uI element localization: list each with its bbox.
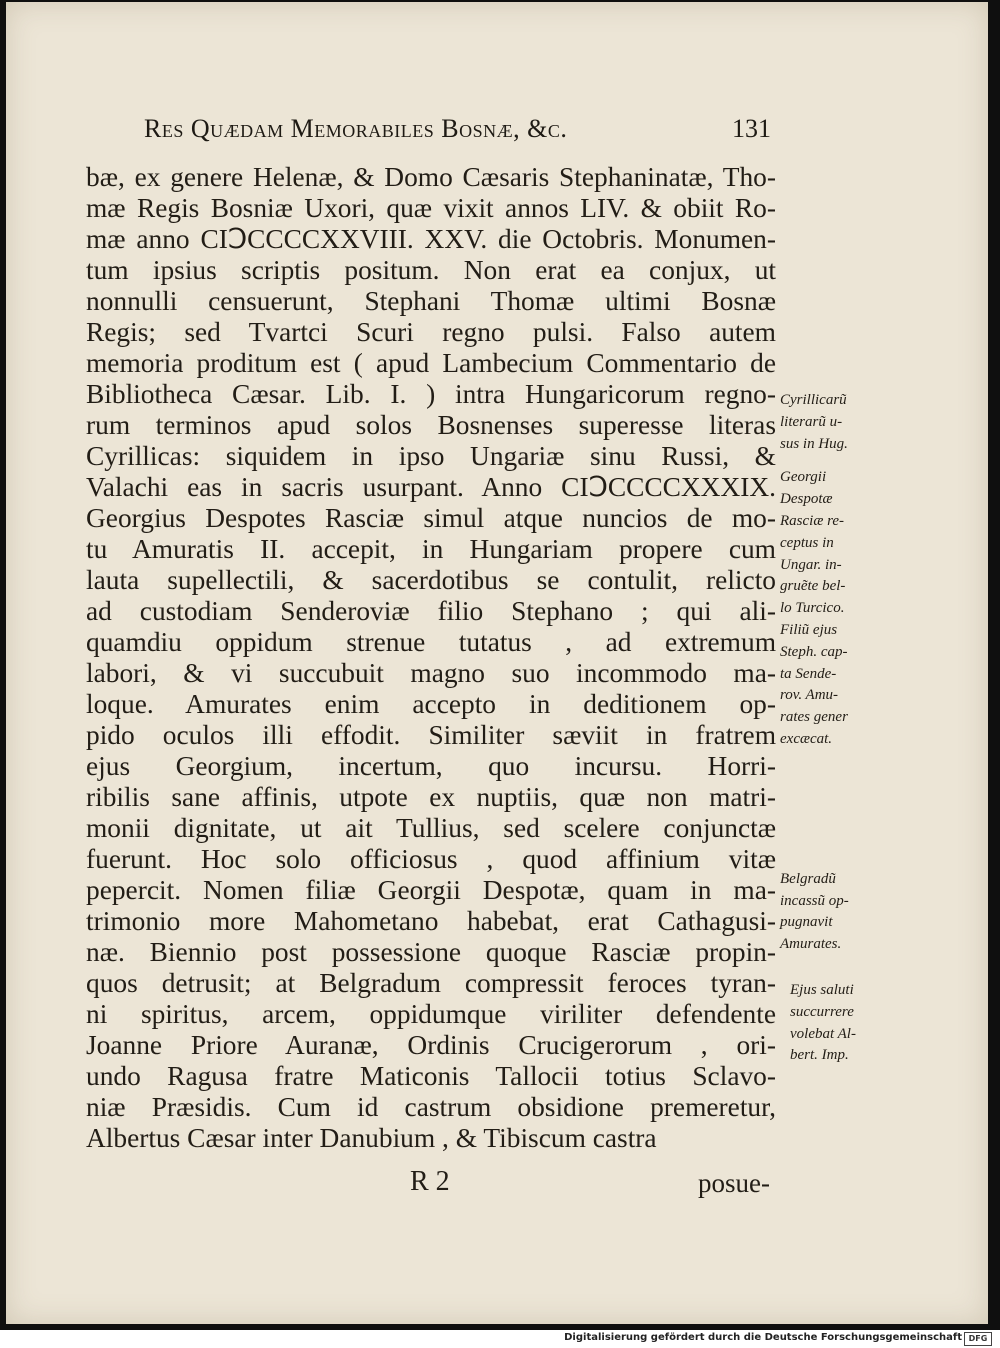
footer-bar	[0, 1330, 1000, 1348]
text-line: loque. Amurates enim accepto in deditionem op-	[86, 689, 776, 719]
dfg-logo-icon: DFG	[964, 1332, 992, 1346]
text-line: Valachi eas in sacris usurpant. Anno CIↃCCCCXXXIX.	[86, 472, 776, 502]
margin-note-line: rates gener	[780, 709, 848, 726]
text-line: bæ, ex genere Helenæ, & Domo Cæsaris Stephaninatæ, Tho-	[86, 162, 776, 192]
main-text-block	[86, 162, 776, 1154]
margin-note-line: succurrere	[790, 1003, 854, 1020]
text-line: mæ anno CIↃCCCCXXVIII. XXV. die Octobris. Monumen-	[86, 224, 776, 254]
page-number: 131	[732, 114, 771, 143]
text-line: fuerunt. Hoc solo officiosus , quod affinium vitæ	[86, 844, 776, 874]
text-line: ejus Georgium, incertum, quo incursu. Horri-	[86, 751, 776, 781]
text-line: trimonio more Mahometano habebat, erat Cathagusi-	[86, 906, 776, 936]
text-line: lauta supellectili, & sacerdotibus se contulit, relicto	[86, 565, 776, 595]
text-line: quos detrusit; at Belgradum compressit feroces tyran-	[86, 968, 776, 998]
margin-note-belgradum	[780, 869, 892, 956]
text-line: pepercit. Nomen filiæ Georgii Despotæ, quam in ma-	[86, 875, 776, 905]
text-line: Regis; sed Tvartci Scuri regno pulsi. Falso autem	[86, 317, 776, 347]
running-header	[6, 110, 988, 150]
margin-note-line: Cyrillicarũ	[780, 392, 847, 408]
margin-note-line: rov. Amu-	[780, 687, 839, 704]
margin-note-line: Steph. cap-	[780, 643, 848, 660]
margin-note-line: volebat Al-	[790, 1025, 856, 1042]
margin-note-line: literarũ u-	[780, 413, 843, 430]
marginal-notes	[780, 390, 892, 1067]
margin-note-line: Ungar. in-	[780, 556, 842, 573]
text-line: tu Amuratis II. accepit, in Hungariam propere cum	[86, 534, 776, 564]
text-line: pido oculos illi effodit. Similiter sæviit in fratrem	[86, 720, 776, 750]
margin-note-line: ta Sende-	[780, 665, 837, 682]
margin-note-line: gruẽte bel-	[780, 578, 846, 595]
text-line: ni spiritus, arcem, oppidumque viriliter defendente	[86, 999, 776, 1029]
margin-note-line: Georgii	[780, 469, 827, 486]
text-line: ribilis sane affinis, utpote ex nuptiis, quæ non matri-	[86, 782, 776, 812]
text-line: memoria proditum est ( apud Lambecium Commentario de	[86, 348, 776, 378]
margin-note-albertus	[790, 980, 892, 1067]
margin-note-line: Filiũ ejus	[780, 621, 838, 638]
text-line: labori, & vi succubuit magno suo incommodo ma-	[86, 658, 776, 688]
text-line: Albertus Cæsar inter Danubium , & Tibiscum castra	[86, 1123, 657, 1153]
margin-note-line: incassũ op-	[780, 892, 849, 909]
margin-note-line: pugnavit	[780, 914, 833, 931]
margin-note-line: sus in Hug.	[780, 435, 848, 452]
margin-note-line: lo Turcico.	[780, 600, 845, 617]
text-line: Bibliotheca Cæsar. Lib. I. ) intra Hungaricorum regno-	[86, 379, 776, 409]
text-line: nonnulli censuerunt, Stephani Thomæ ultimi Bosnæ	[86, 286, 776, 316]
book-page	[6, 2, 988, 1324]
text-line: mæ Regis Bosniæ Uxori, quæ vixit annos LIV. & obiit Ro-	[86, 193, 776, 223]
margin-note-line: Ejus saluti	[790, 981, 854, 998]
margin-note-line: excæcat.	[780, 730, 833, 747]
margin-note-line: ceptus in	[780, 534, 834, 551]
catchword: posue-	[698, 1168, 770, 1198]
text-line: quamdiu oppidum strenue tutatus , ad extremum	[86, 627, 776, 657]
margin-note-line: Despotæ	[780, 491, 833, 508]
funding-credit: Digitalisierung gefördert durch die Deutsche Forschungsgemeinschaft	[564, 1332, 962, 1343]
text-line: rum terminos apud solos Bosnenses superesse literas	[86, 410, 776, 440]
running-title: Res Quædam Memorabiles Bosnæ, &c.	[144, 114, 568, 143]
margin-note-cyrillic	[780, 390, 892, 455]
signature-mark: R 2	[410, 1166, 450, 1197]
text-line: næ. Biennio post possessione quoque Rasciæ propin-	[86, 937, 776, 967]
margin-note-line: Amurates.	[780, 936, 842, 953]
text-line: Joanne Priore Auranæ, Ordinis Crucigerorum , ori-	[86, 1030, 776, 1060]
text-line: undo Ragusa fratre Maticonis Tallocii totius Sclavo-	[86, 1061, 776, 1091]
text-line: Georgius Despotes Rasciæ simul atque nuncios de mo-	[86, 503, 776, 533]
text-line: monii dignitate, ut ait Tullius, sed scelere conjunctæ	[86, 813, 776, 843]
text-line: niæ Præsidis. Cum id castrum obsidione premeretur,	[86, 1092, 776, 1122]
margin-note-line: Belgradũ	[780, 870, 836, 887]
margin-note-line: bert. Imp.	[790, 1047, 849, 1064]
text-line: tum ipsius scriptis positum. Non erat ea conjux, ut	[86, 255, 776, 285]
margin-note-georgius	[780, 467, 892, 750]
text-line: ad custodiam Senderoviæ filio Stephano ; qui ali-	[86, 596, 776, 626]
text-line: Cyrillicas: siquidem in ipso Ungariæ sinu Russi, &	[86, 441, 776, 471]
margin-note-line: Rasciæ re-	[780, 512, 845, 529]
